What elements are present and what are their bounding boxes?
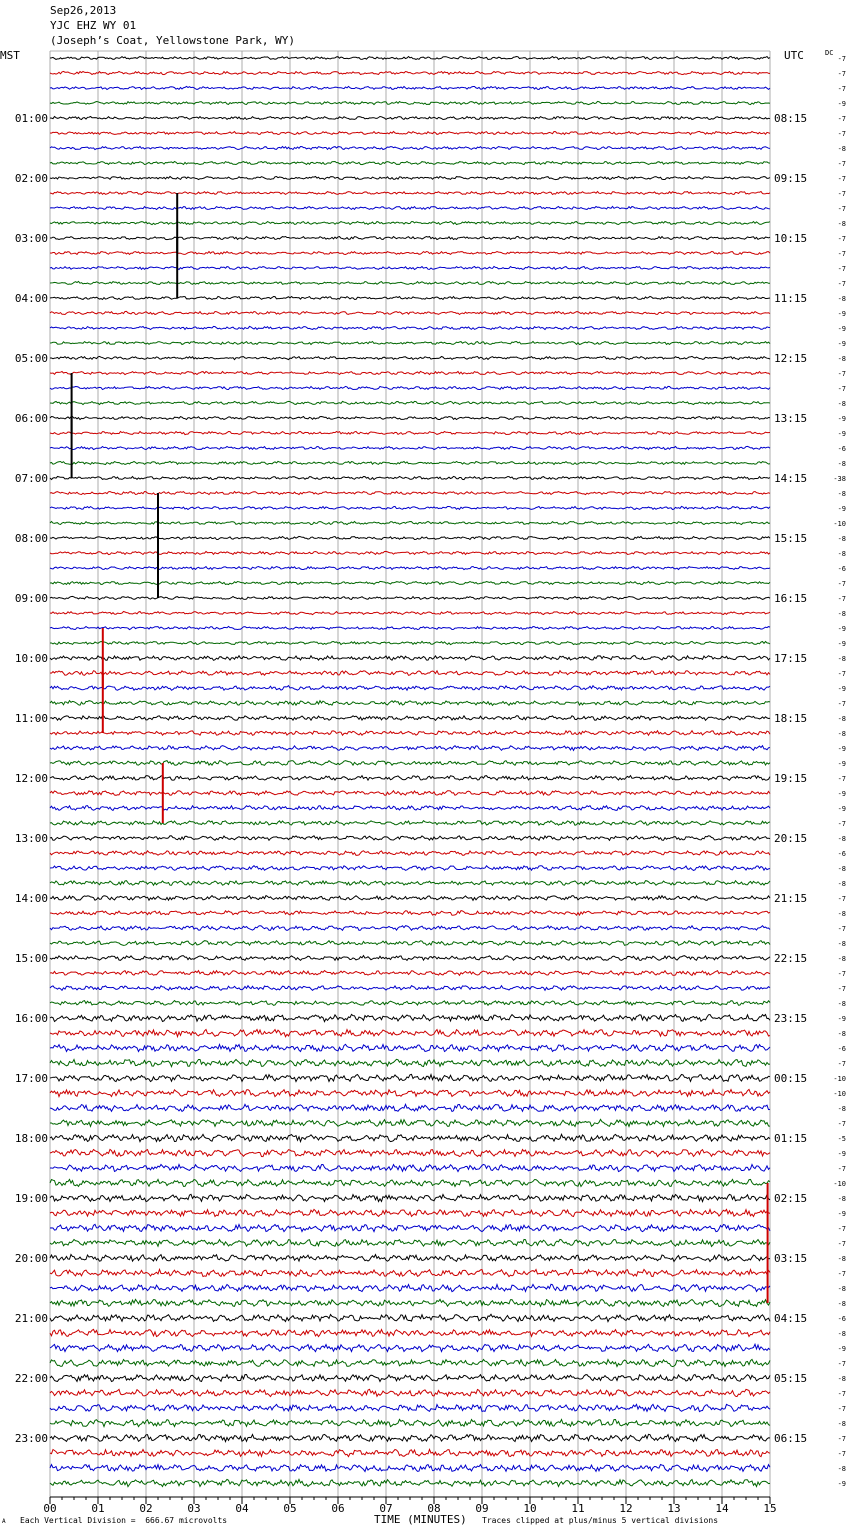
trace-row	[50, 116, 770, 119]
hour-label-right: 12:15	[774, 352, 808, 365]
trace-row	[50, 86, 770, 89]
hour-label-right: 23:15	[774, 1012, 808, 1025]
hour-label-left: 14:00	[14, 892, 48, 905]
dc-offset-label: -10	[833, 520, 846, 528]
dc-offset-label: -9	[837, 430, 846, 438]
trace-row	[50, 1389, 770, 1396]
dc-offset-label: -6	[837, 445, 846, 453]
hour-label-left: 16:00	[14, 1012, 48, 1025]
dc-offset-label: -7	[837, 1225, 846, 1233]
dc-offset-label: -8	[837, 1255, 846, 1263]
dc-label: DC	[825, 49, 834, 57]
hour-label-left: 09:00	[14, 592, 48, 605]
dc-offset-label: -6	[837, 1315, 846, 1323]
dc-offset-label: -9	[837, 1150, 846, 1158]
x-axis-title: TIME (MINUTES)	[374, 1513, 467, 1526]
dc-offset-label: -7	[837, 160, 846, 168]
dc-offset-label: -7	[837, 175, 846, 183]
dc-offset-label: -7	[837, 1120, 846, 1128]
hour-label-right: 02:15	[774, 1192, 808, 1205]
hour-label-left: 13:00	[14, 832, 48, 845]
dc-offset-label: -9	[837, 505, 846, 513]
left-timezone-label: MST	[0, 49, 20, 62]
trace-row	[50, 176, 770, 179]
trace-row	[50, 686, 770, 691]
x-tick-label: 15	[763, 1502, 777, 1515]
trace-row	[50, 1344, 770, 1351]
trace-row	[50, 1074, 770, 1081]
dc-offset-label: -7	[837, 1240, 846, 1248]
hour-label-left: 21:00	[14, 1312, 48, 1325]
dc-offset-label: -7	[837, 250, 846, 258]
hour-label-right: 20:15	[774, 832, 808, 845]
dc-offset-label: -8	[837, 655, 846, 663]
dc-offset-label: -8	[837, 1285, 846, 1293]
trace-row	[50, 356, 770, 359]
trace-row	[50, 266, 770, 269]
x-tick-label: 03	[187, 1502, 201, 1515]
right-timezone-label: UTC	[784, 49, 804, 62]
x-tick-label: 01	[91, 1502, 105, 1515]
trace-row	[50, 1465, 770, 1472]
trace-row	[50, 371, 770, 374]
dc-offset-label: -8	[837, 145, 846, 153]
hour-label-right: 15:15	[774, 532, 808, 545]
dc-offset-label: -7	[837, 1270, 846, 1278]
hour-label-right: 14:15	[774, 472, 808, 485]
x-tick-label: 12	[619, 1502, 633, 1515]
dc-offset-label: -7	[837, 985, 846, 993]
dc-offset-label: -8	[837, 880, 846, 888]
hour-label-left: 11:00	[14, 712, 48, 725]
dc-offset-label: -8	[837, 295, 846, 303]
dc-offset-label: -9	[837, 1210, 846, 1218]
dc-offset-label: -7	[837, 205, 846, 213]
dc-offset-label: -9	[837, 1015, 846, 1023]
dc-offset-label: -8	[837, 730, 846, 738]
trace-row	[50, 971, 770, 976]
trace-row	[50, 986, 770, 991]
hour-label-right: 11:15	[774, 292, 808, 305]
dc-offset-label: -8	[837, 355, 846, 363]
dc-offset-label: -6	[837, 565, 846, 573]
dc-offset-label: -38	[833, 475, 846, 483]
trace-row	[50, 101, 770, 104]
trace-row	[50, 1119, 770, 1126]
hour-label-left: 06:00	[14, 412, 48, 425]
x-tick-label: 07	[379, 1502, 393, 1515]
dc-offset-label: -7	[837, 595, 846, 603]
hour-label-left: 19:00	[14, 1192, 48, 1205]
dc-offset-label: -10	[833, 1090, 846, 1098]
hour-label-left: 04:00	[14, 292, 48, 305]
hour-label-left: 07:00	[14, 472, 48, 485]
dc-offset-label: -9	[837, 1480, 846, 1488]
dc-offset-label: -8	[837, 955, 846, 963]
x-tick-label: 09	[475, 1502, 489, 1515]
trace-row	[50, 1209, 770, 1216]
trace-row	[50, 281, 770, 284]
trace-row	[50, 296, 770, 299]
division-scale-note: Each Vertical Division = 666.67 microvolts	[20, 1516, 228, 1525]
dc-offset-label: -8	[837, 1300, 846, 1308]
dc-offset-label: -6	[837, 850, 846, 858]
dc-offset-label: -9	[837, 310, 846, 318]
dc-offset-label: -8	[837, 460, 846, 468]
dc-offset-label: -5	[837, 1135, 846, 1143]
trace-row	[50, 221, 770, 224]
trace-row	[50, 626, 770, 629]
dc-offset-label: -8	[837, 220, 846, 228]
dc-offset-label: -9	[837, 805, 846, 813]
dc-offset-label: -7	[837, 670, 846, 678]
hour-label-left: 01:00	[14, 112, 48, 125]
dc-offset-label: -7	[837, 115, 846, 123]
trace-row	[50, 342, 770, 345]
hour-label-right: 08:15	[774, 112, 808, 125]
trace-row	[50, 1375, 770, 1382]
dc-offset-label: -7	[837, 1405, 846, 1413]
trace-row	[50, 671, 770, 676]
hour-label-right: 18:15	[774, 712, 808, 725]
dc-offset-label: -9	[837, 100, 846, 108]
trace-row	[50, 252, 770, 255]
trace-row	[50, 1284, 770, 1291]
hour-label-left: 05:00	[14, 352, 48, 365]
dc-offset-label: -7	[837, 970, 846, 978]
trace-row	[50, 476, 770, 479]
dc-offset-label: -8	[837, 835, 846, 843]
dc-offset-label: -10	[833, 1180, 846, 1188]
trace-row	[50, 1269, 770, 1276]
dc-offset-label: -7	[837, 130, 846, 138]
trace-row	[50, 206, 770, 209]
hour-label-left: 17:00	[14, 1072, 48, 1085]
dc-offset-label: -7	[837, 580, 846, 588]
trace-row	[50, 1359, 770, 1366]
trace-row	[50, 612, 770, 615]
trace-row	[50, 716, 770, 721]
dc-offset-label: -7	[837, 895, 846, 903]
trace-row	[50, 1001, 770, 1006]
trace-row	[50, 641, 770, 644]
dc-offset-label: -8	[837, 1375, 846, 1383]
trace-row	[50, 806, 770, 811]
hour-label-left: 02:00	[14, 172, 48, 185]
trace-row	[50, 821, 770, 826]
trace-row	[50, 446, 770, 449]
dc-offset-label: -7	[837, 1435, 846, 1443]
trace-row	[50, 1299, 770, 1306]
hour-label-right: 06:15	[774, 1432, 808, 1445]
trace-row	[50, 192, 770, 195]
trace-row	[50, 1194, 770, 1201]
trace-row	[50, 56, 770, 59]
dc-offset-label: -9	[837, 340, 846, 348]
hour-label-right: 05:15	[774, 1372, 808, 1385]
trace-row	[50, 236, 770, 239]
trace-row	[50, 1059, 770, 1066]
dc-offset-label: -7	[837, 1360, 846, 1368]
x-tick-label: 08	[427, 1502, 441, 1515]
dc-offset-label: -7	[837, 280, 846, 288]
trace-row	[50, 1479, 770, 1486]
trace-row	[50, 1419, 770, 1426]
trace-row	[50, 311, 770, 314]
trace-row	[50, 746, 770, 751]
hour-label-left: 20:00	[14, 1252, 48, 1265]
dc-offset-label: -9	[837, 415, 846, 423]
dc-offset-label: -7	[837, 1390, 846, 1398]
clipping-note: Traces clipped at plus/minus 5 vertical divisions	[482, 1516, 719, 1525]
dc-offset-label: -8	[837, 400, 846, 408]
trace-row	[50, 791, 770, 796]
dc-offset-label: -7	[837, 1450, 846, 1458]
x-tick-label: 06	[331, 1502, 345, 1515]
trace-row	[50, 1314, 770, 1321]
dc-offset-label: -10	[833, 1075, 846, 1083]
dc-offset-label: -9	[837, 745, 846, 753]
dc-offset-label: -9	[837, 790, 846, 798]
dc-offset-label: -8	[837, 1105, 846, 1113]
hour-label-right: 21:15	[774, 892, 808, 905]
dc-offset-label: -8	[837, 865, 846, 873]
dc-offset-label: -7	[837, 1060, 846, 1068]
hour-label-left: 15:00	[14, 952, 48, 965]
dc-offset-label: -7	[837, 1165, 846, 1173]
trace-row	[50, 731, 770, 736]
hour-label-left: 23:00	[14, 1432, 48, 1445]
hour-label-right: 00:15	[774, 1072, 808, 1085]
hour-label-right: 01:15	[774, 1132, 808, 1145]
hour-label-right: 09:15	[774, 172, 808, 185]
trace-row	[50, 956, 770, 961]
trace-row	[50, 1149, 770, 1156]
corner-mark: A	[2, 1518, 6, 1525]
trace-row	[50, 1404, 770, 1411]
station-code: YJC EHZ WY 01	[50, 19, 137, 32]
dc-offset-label: -8	[837, 715, 846, 723]
dc-offset-label: -8	[837, 1030, 846, 1038]
trace-row	[50, 776, 770, 781]
dc-offset-label: -7	[837, 190, 846, 198]
trace-row	[50, 417, 770, 420]
trace-row	[50, 431, 770, 434]
hour-label-left: 12:00	[14, 772, 48, 785]
dc-offset-label: -7	[837, 775, 846, 783]
dc-offset-label: -7	[837, 925, 846, 933]
trace-row	[50, 1434, 770, 1441]
hour-label-right: 04:15	[774, 1312, 808, 1325]
hour-label-left: 08:00	[14, 532, 48, 545]
trace-row	[50, 656, 770, 661]
trace-row	[50, 1224, 770, 1231]
dc-offset-label: -9	[837, 640, 846, 648]
dc-offset-label: -8	[837, 610, 846, 618]
trace-row	[50, 131, 770, 134]
dc-offset-label: -7	[837, 265, 846, 273]
dc-offset-label: -8	[837, 1000, 846, 1008]
dc-offset-label: -7	[837, 70, 846, 78]
x-tick-label: 10	[523, 1502, 537, 1515]
x-tick-label: 00	[43, 1502, 57, 1515]
trace-row	[50, 1030, 770, 1037]
trace-row	[50, 1044, 770, 1051]
dc-offset-label: -9	[837, 685, 846, 693]
dc-offset-label: -8	[837, 490, 846, 498]
trace-row	[50, 71, 770, 74]
dc-offset-label: -8	[837, 535, 846, 543]
trace-row	[50, 401, 770, 404]
trace-row	[50, 1255, 770, 1262]
trace-row	[50, 1104, 770, 1111]
trace-row	[50, 836, 770, 841]
hour-label-right: 03:15	[774, 1252, 808, 1265]
dc-offset-label: -8	[837, 1195, 846, 1203]
hour-label-left: 22:00	[14, 1372, 48, 1385]
trace-row	[50, 1449, 770, 1456]
hour-label-right: 13:15	[774, 412, 808, 425]
hour-label-right: 10:15	[774, 232, 808, 245]
trace-row	[50, 1134, 770, 1141]
trace-row	[50, 926, 770, 931]
trace-row	[50, 1164, 770, 1171]
dc-offset-label: -7	[837, 235, 846, 243]
x-tick-label: 04	[235, 1502, 249, 1515]
trace-row	[50, 162, 770, 165]
hour-label-right: 17:15	[774, 652, 808, 665]
station-location: (Joseph’s Coat, Yellowstone Park, WY)	[50, 34, 296, 47]
trace-row	[50, 851, 770, 856]
dc-offset-label: -9	[837, 1345, 846, 1353]
dc-offset-label: -7	[837, 385, 846, 393]
x-tick-label: 13	[667, 1502, 681, 1515]
hour-label-left: 10:00	[14, 652, 48, 665]
dc-offset-label: -9	[837, 625, 846, 633]
trace-row	[50, 896, 770, 901]
trace-row	[50, 701, 770, 706]
hour-label-right: 16:15	[774, 592, 808, 605]
dc-offset-label: -7	[837, 85, 846, 93]
hour-label-right: 19:15	[774, 772, 808, 785]
dc-offset-label: -7	[837, 370, 846, 378]
trace-row	[50, 1089, 770, 1096]
dc-offset-label: -9	[837, 325, 846, 333]
dc-offset-label: -8	[837, 550, 846, 558]
dc-offset-label: -8	[837, 910, 846, 918]
hour-label-left: 18:00	[14, 1132, 48, 1145]
trace-row	[50, 1014, 770, 1021]
hour-label-left: 03:00	[14, 232, 48, 245]
trace-row	[50, 1329, 770, 1336]
trace-row	[50, 911, 770, 916]
x-tick-label: 14	[715, 1502, 729, 1515]
plot-date: Sep26,2013	[50, 4, 117, 17]
hour-label-right: 22:15	[774, 952, 808, 965]
x-tick-label: 11	[571, 1502, 585, 1515]
dc-offset-label: -9	[837, 760, 846, 768]
x-tick-label: 02	[139, 1502, 153, 1515]
trace-row	[50, 941, 770, 946]
trace-row	[50, 147, 770, 150]
trace-row	[50, 1179, 770, 1186]
trace-row	[50, 461, 770, 464]
dc-offset-label: -7	[837, 700, 846, 708]
trace-row	[50, 866, 770, 871]
trace-row	[50, 386, 770, 389]
trace-row	[50, 761, 770, 766]
x-tick-label: 05	[283, 1502, 297, 1515]
dc-offset-label: -7	[837, 820, 846, 828]
dc-offset-label: -8	[837, 1465, 846, 1473]
trace-row	[50, 881, 770, 886]
dc-offset-label: -6	[837, 1045, 846, 1053]
trace-row	[50, 326, 770, 329]
dc-offset-label: -8	[837, 940, 846, 948]
trace-row	[50, 1239, 770, 1246]
dc-offset-label: -8	[837, 1420, 846, 1428]
dc-offset-label: -8	[837, 1330, 846, 1338]
dc-offset-label: -7	[837, 55, 846, 63]
